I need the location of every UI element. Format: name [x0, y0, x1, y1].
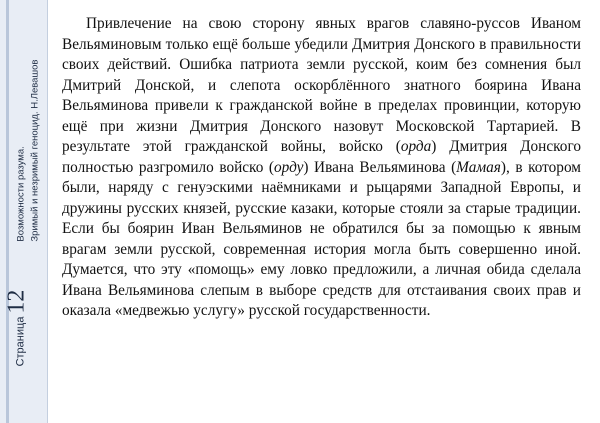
running-header-line-1: Возможности разума. — [15, 146, 27, 242]
page-number: 12 — [3, 289, 30, 314]
main-text — [62, 14, 581, 322]
italic-term-mamai: Мамая — [456, 158, 501, 176]
sidebar-rotated-header — [4, 60, 43, 367]
page-label: Страница — [14, 316, 27, 367]
paragraph-text: ), в котором были, наряду с генуэскими наёмниками и рыцарями Западной Европы, и дружины русских князей, русские казаки, которые стояли за старые традиции. Если бы боярин Иван Вельяминов не обратился бы за помощью к явным врагам земли русской, современная история могла быть совершенно иной. Думается, что эту «помощь» ему ловко предложили, а личная обида сделала Ивана Вельяминова слепым в выборе средств для отстаивания своих прав и оказала «медвежью услугу» русской государственности. — [62, 158, 581, 319]
paragraph-text: ) Дмитрия Донского полностью разгромило войско ( — [62, 138, 581, 176]
running-header-line-2: Зримый и незримый геноцид. Н.Левашов — [29, 59, 41, 242]
page-sidebar — [0, 0, 48, 423]
paragraph-text: Привлечение на свою сторону явных врагов славяно-руссов Иваном Вельяминовым только ещё больше убедили Дмитрия Донского в правильности своих действий. Ошибка патриота земли русской, коим без сомнения был Дмитрий Донской, и слепота оскорблённого знатного боярина Ивана Вельяминова привели к гражданской войне в пределах провинции, которую ещё при жизни Дмитрия Донского назовут Московской Тартарией. В результате этой гражданской войны, войско ( — [62, 15, 581, 155]
paragraph-text: ) Ивана Вельяминова ( — [303, 158, 457, 176]
italic-term-orda: орда — [400, 138, 432, 155]
italic-term-ordu: орду — [274, 158, 304, 176]
running-header — [15, 60, 43, 242]
body-paragraph — [62, 14, 581, 322]
